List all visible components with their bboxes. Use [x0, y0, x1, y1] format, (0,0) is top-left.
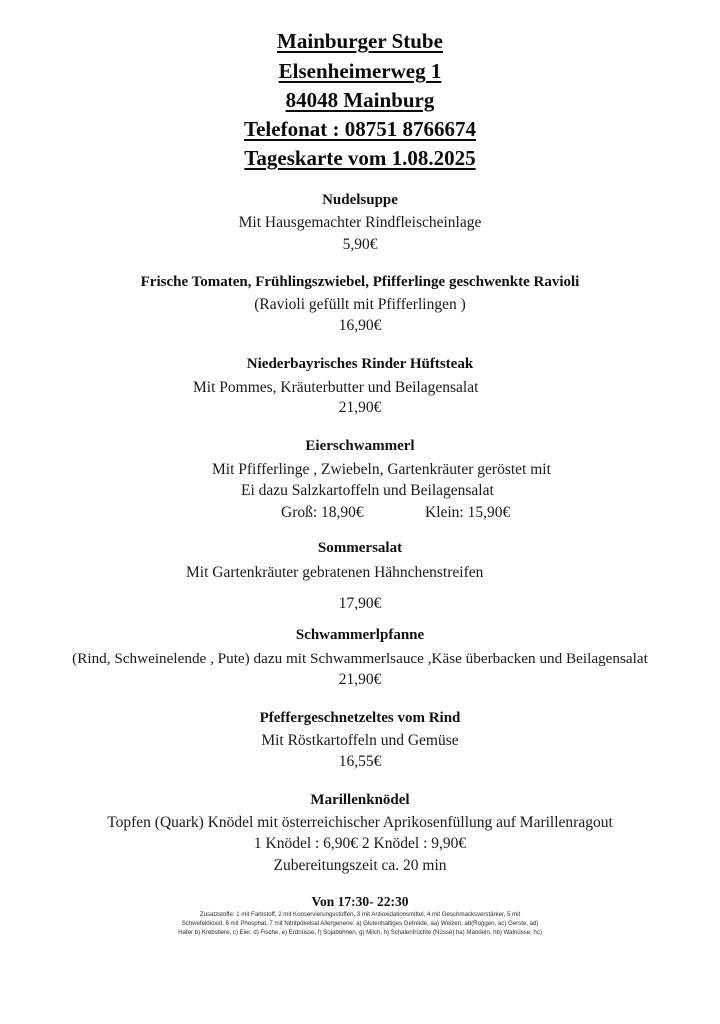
- restaurant-city: 84048 Mainburg: [285, 88, 435, 112]
- dish-name: Eierschwammerl: [305, 438, 415, 454]
- dish-price-small: Klein: 15,90€: [425, 504, 511, 521]
- restaurant-phone: Telefonat : 08751 8766674: [244, 117, 476, 141]
- dish-name: Pfeffergeschnetzeltes vom Rind: [259, 710, 461, 726]
- dish-price: 21,90€: [338, 671, 382, 688]
- additives-legend-line: Hafer b) Krebstiere, c) Eier, d) Fische, e) Erdnüsse, f) Sojabohnen, g) Milch, h) Schalenfrüchte (Nüsse) ha) Mandeln, hb) Walnüsse; hc): [178, 929, 542, 936]
- restaurant-name: Mainburger Stube: [277, 29, 443, 53]
- dish-name: Niederbayrisches Rinder Hüftsteak: [246, 356, 474, 372]
- dish-price: 5,90€: [342, 236, 378, 253]
- dish-name: Sommersalat: [317, 540, 403, 556]
- dish-description: Mit Röstkartoffeln und Gemüse: [261, 732, 459, 749]
- additives-legend-line: Schwefeldioxid, 6 mit Phosphat, 7 mit Nitritpökelsal Allergenene: a) Glutenhaltiges Getreide, aa) Weizen, ab(Roggen, ac) Gerste, ad): [181, 920, 539, 927]
- dish-description: (Ravioli gefüllt mit Pfifferlingen ): [254, 296, 466, 313]
- opening-hours: Von 17:30- 22:30: [311, 894, 409, 909]
- dish-name: Marillenknödel: [310, 792, 410, 808]
- menu-title: Tageskarte vom 1.08.2025: [244, 146, 476, 170]
- dish-price: 21,90€: [338, 399, 382, 416]
- dish-name: Frische Tomaten, Frühlingszwiebel, Pfifferlinge geschwenkte Ravioli: [140, 274, 580, 290]
- dish-description: (Rind, Schweinelende , Pute) dazu mit Schwammerlsauce ,Käse überbacken und Beilagensalat: [72, 650, 648, 667]
- dish-description: Mit Pommes, Kräuterbutter und Beilagensalat: [193, 379, 479, 396]
- dish-price: 16,55€: [338, 753, 382, 770]
- dish-price: 16,90€: [338, 317, 382, 334]
- dish-price: 17,90€: [338, 595, 382, 612]
- additives-legend-line: Zusatzstoffe: 1 mit Farbstoff, 2 mit Konservierungsstoffen, 3 mit Antioxidationsmittel, 4 mit Geschmacksverstärker, 5 mit: [199, 911, 521, 918]
- dish-price: 1 Knödel : 6,90€ 2 Knödel : 9,90€: [253, 835, 467, 852]
- dish-description: Mit Gartenkräuter gebratenen Hähnchenstreifen: [186, 564, 484, 581]
- dish-name: Nudelsuppe: [322, 192, 398, 208]
- dish-description: Topfen (Quark) Knödel mit österreichischer Aprikosenfüllung auf Marillenragout: [107, 814, 613, 831]
- dish-note: Zubereitungszeit ca. 20 min: [273, 857, 447, 874]
- restaurant-street: Elsenheimerweg 1: [278, 59, 442, 83]
- dish-name: Schwammerlpfanne: [295, 627, 425, 643]
- dish-description: Mit Hausgemachter Rindfleischeinlage: [238, 214, 482, 231]
- dish-price-large: Groß: 18,90€: [281, 504, 364, 521]
- dish-description: Mit Pfifferlinge , Zwiebeln, Gartenkräuter geröstet mit: [212, 461, 551, 478]
- dish-description: Ei dazu Salzkartoffeln und Beilagensalat: [241, 482, 494, 499]
